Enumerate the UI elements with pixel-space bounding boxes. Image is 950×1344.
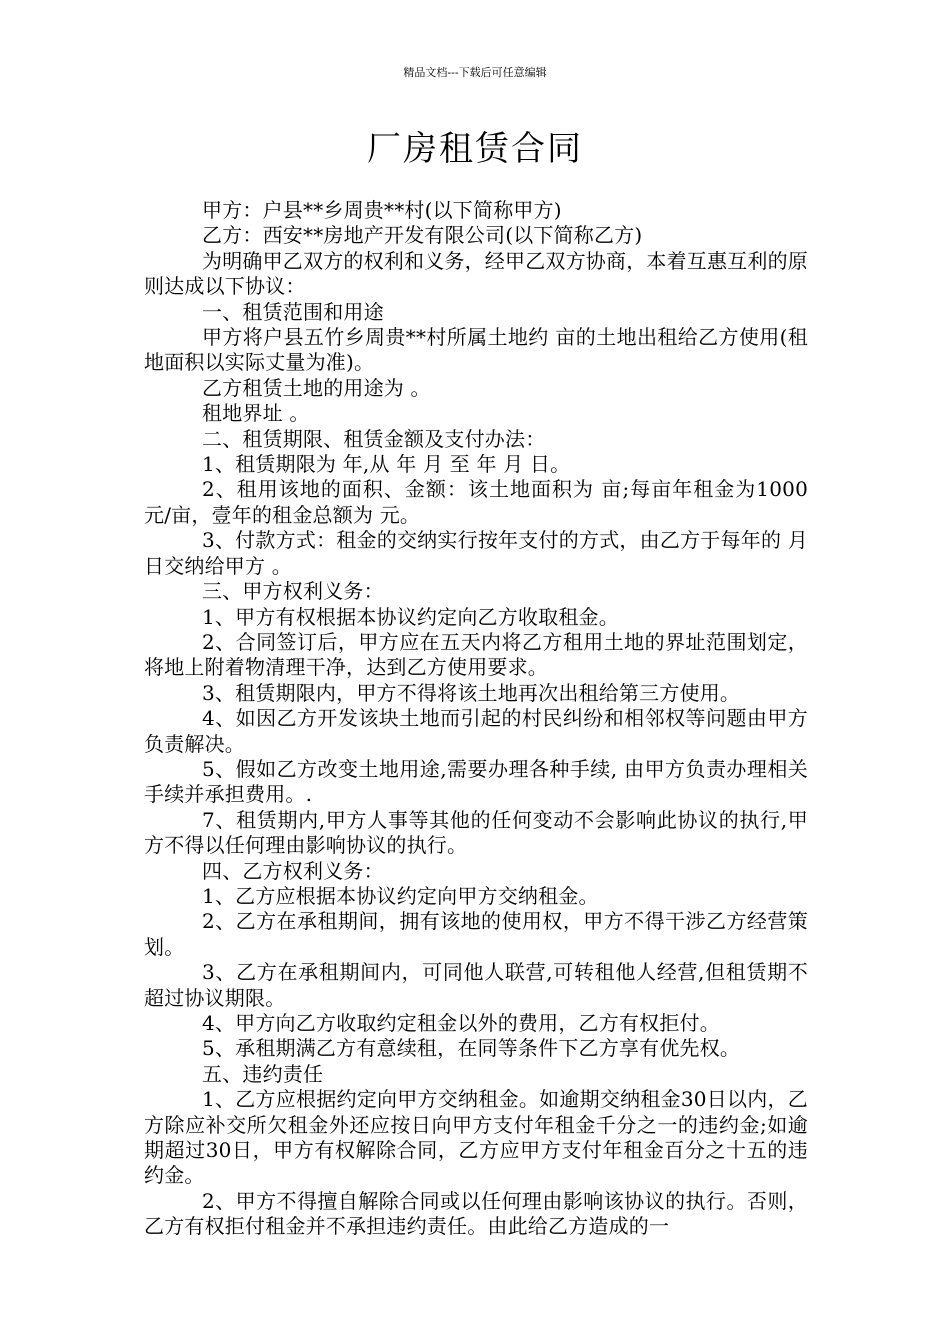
clause-paragraph: 5、承租期满乙方有意续租，在同等条件下乙方享有优先权。: [202, 1036, 741, 1061]
preamble-paragraph: 为明确甲乙双方的权利和义务，经甲乙双方协商，本着互惠互利的原则达成以下协议：: [144, 248, 808, 299]
clause-paragraph: 1、甲方有权根据本协议约定向乙方收取租金。: [202, 604, 619, 629]
clause-paragraph: 租地界址 。: [202, 401, 310, 426]
clause-paragraph: 5、假如乙方改变土地用途,需要办理各种手续, 由甲方负责办理相关手续并承担费用。.: [144, 756, 808, 807]
section-heading-1: 一、租赁范围和用途: [202, 299, 384, 324]
section-heading-3: 三、甲方权利义务：: [202, 579, 384, 604]
clause-paragraph: 4、甲方向乙方收取约定租金以外的费用，乙方有权拒付。: [202, 1011, 720, 1035]
contract-body: [144, 198, 808, 1240]
clause-paragraph: 3、租赁期限内，甲方不得将该土地再次出租给第三方使用。: [202, 680, 741, 705]
clause-paragraph: 甲方将户县五竹乡周贵**村所属土地约 亩的土地出租给乙方使用(租地面积以实际丈量为准)。: [144, 325, 808, 375]
clause-paragraph: 乙方租赁土地的用途为 。: [202, 375, 431, 400]
document-title: 厂房租赁合同: [367, 129, 583, 169]
clause-paragraph: 4、如因乙方开发该块土地而引起的村民纠纷和相邻权等问题由甲方负责解决。: [144, 706, 808, 756]
clause-paragraph: 2、甲方不得擅自解除合同或以任何理由影响该协议的执行。否则，乙方有权拒付租金并不承担违约责任。由此给乙方造成的一: [144, 1188, 808, 1239]
section-heading-5: 五、违约责任: [202, 1061, 324, 1086]
clause-paragraph: 3、付款方式：租金的交纳实行按年支付的方式，由乙方于每年的 月 日交纳给甲方 。: [144, 528, 808, 578]
clause-paragraph: 2、租用该地的面积、金额：该土地面积为 亩;每亩年租金为1000元/亩，壹年的租金总额为 元。: [144, 477, 808, 527]
clause-paragraph: 1、乙方应根据本协议约定向甲方交纳租金。: [202, 883, 599, 908]
section-heading-2: 二、租赁期限、租赁金额及支付办法：: [202, 426, 546, 451]
clause-paragraph: 1、乙方应根据约定向甲方交纳租金。如逾期交纳租金30日以内，乙方除应补交所欠租金外还应按日向甲方支付年租金千分之一的违约金;如逾期超过30日，甲方有权解除合同，乙方应甲方支付年租金百分之十五的违约金。: [144, 1087, 808, 1188]
party-b-line: 乙方：西安**房地产开发有限公司(以下简称乙方): [202, 223, 643, 248]
clause-paragraph: 2、乙方在承租期间，拥有该地的使用权，甲方不得干涉乙方经营策划。: [144, 909, 808, 959]
section-heading-4: 四、乙方权利义务：: [202, 858, 384, 883]
clause-paragraph: 3、乙方在承租期间内，可同他人联营,可转租他人经营,但租赁期不超过协议期限。: [144, 960, 808, 1010]
page-header: 精品文档---下载后可任意编辑: [403, 66, 547, 79]
clause-paragraph: 1、租赁期限为 年,从 年 月 至 年 月 日。: [202, 452, 571, 477]
clause-paragraph: 2、合同签订后，甲方应在五天内将乙方租用土地的界址范围划定，将地上附着物清理干净，达到乙方使用要求。: [144, 629, 808, 680]
clause-paragraph: 7、租赁期内,甲方人事等其他的任何变动不会影响此协议的执行,甲方不得以任何理由影响协议的执行。: [144, 807, 808, 858]
party-a-line: 甲方：户县**乡周贵**村(以下简称甲方): [202, 198, 562, 222]
